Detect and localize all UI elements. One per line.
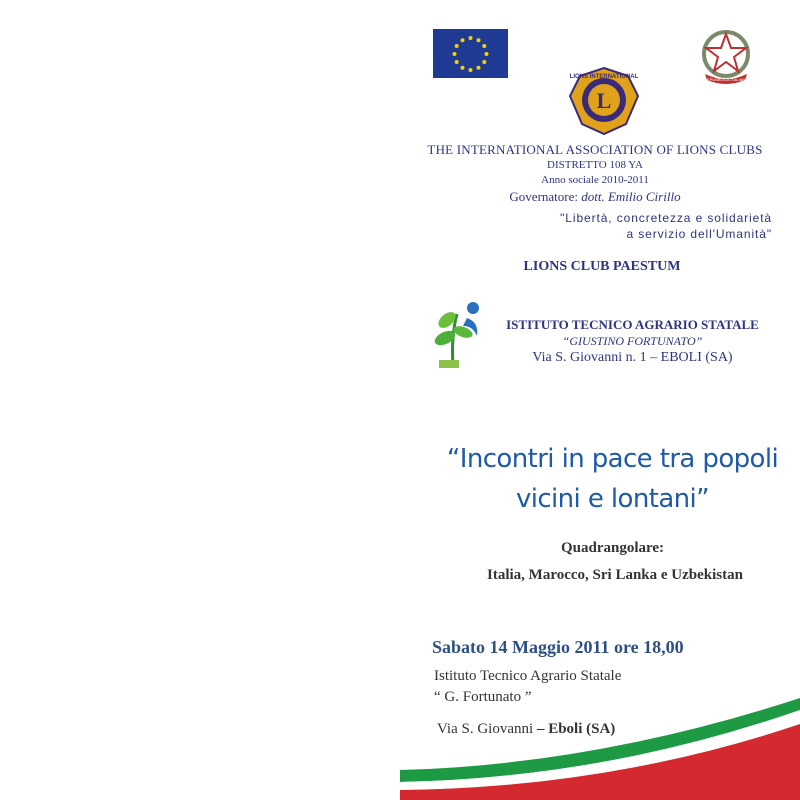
motto-line-2: a servizio dell'Umanità" (626, 227, 772, 241)
istituto-name: ISTITUTO TECNICO AGRARIO STATALE (506, 317, 759, 332)
motto-line-1: "Libertà, concretezza e solidarietà (560, 211, 772, 225)
governatore-line (395, 189, 795, 205)
school-logo (433, 296, 485, 372)
lions-club-name: LIONS CLUB PAESTUM (523, 259, 681, 274)
repubblica-italiana-emblem (695, 26, 757, 86)
venue-line-2: “ G. Fortunato ” (434, 689, 532, 705)
lions-club-emblem (568, 66, 640, 136)
venue-city: – Eboli (SA) (536, 721, 616, 737)
repubblica-seal-text: REPUBBLICA ITALIANA (704, 77, 748, 82)
governatore-label: Governatore: (509, 189, 578, 204)
svg-text:L: L (596, 88, 612, 113)
anno-sociale-label: Anno sociale 2010-2011 (541, 174, 649, 186)
lions-seal-text: LIONS INTERNATIONAL (569, 74, 639, 80)
event-date: Sabato 14 Maggio 2011 ore 18,00 (432, 637, 684, 657)
distretto-label: DISTRETTO 108 YA (547, 159, 643, 171)
event-title-line-2: vicini e lontani” (515, 484, 710, 514)
quadrangolare-label: Quadrangolare: (560, 540, 665, 556)
quadrangolare-teams: Italia, Marocco, Sri Lanka e Uzbekistan (487, 567, 743, 583)
istituto-address: Via S. Giovanni n. 1 – EBOLI (SA) (532, 350, 733, 365)
association-name: THE INTERNATIONAL ASSOCIATION OF LIONS CLUBS (427, 142, 763, 157)
istituto-subtitle: “GIUSTINO FORTUNATO” (562, 334, 703, 348)
venue-line-1: Istituto Tecnico Agrario Statale (434, 668, 622, 684)
governatore-name: dott. Emilio Cirillo (581, 189, 681, 204)
eu-flag-logo (433, 29, 508, 78)
italian-flag-swoosh (395, 690, 800, 800)
venue-address (437, 721, 615, 738)
venue-street: Via S. Giovanni (437, 721, 537, 737)
event-title-line-1: “Incontri in pace tra popoli (446, 444, 779, 474)
